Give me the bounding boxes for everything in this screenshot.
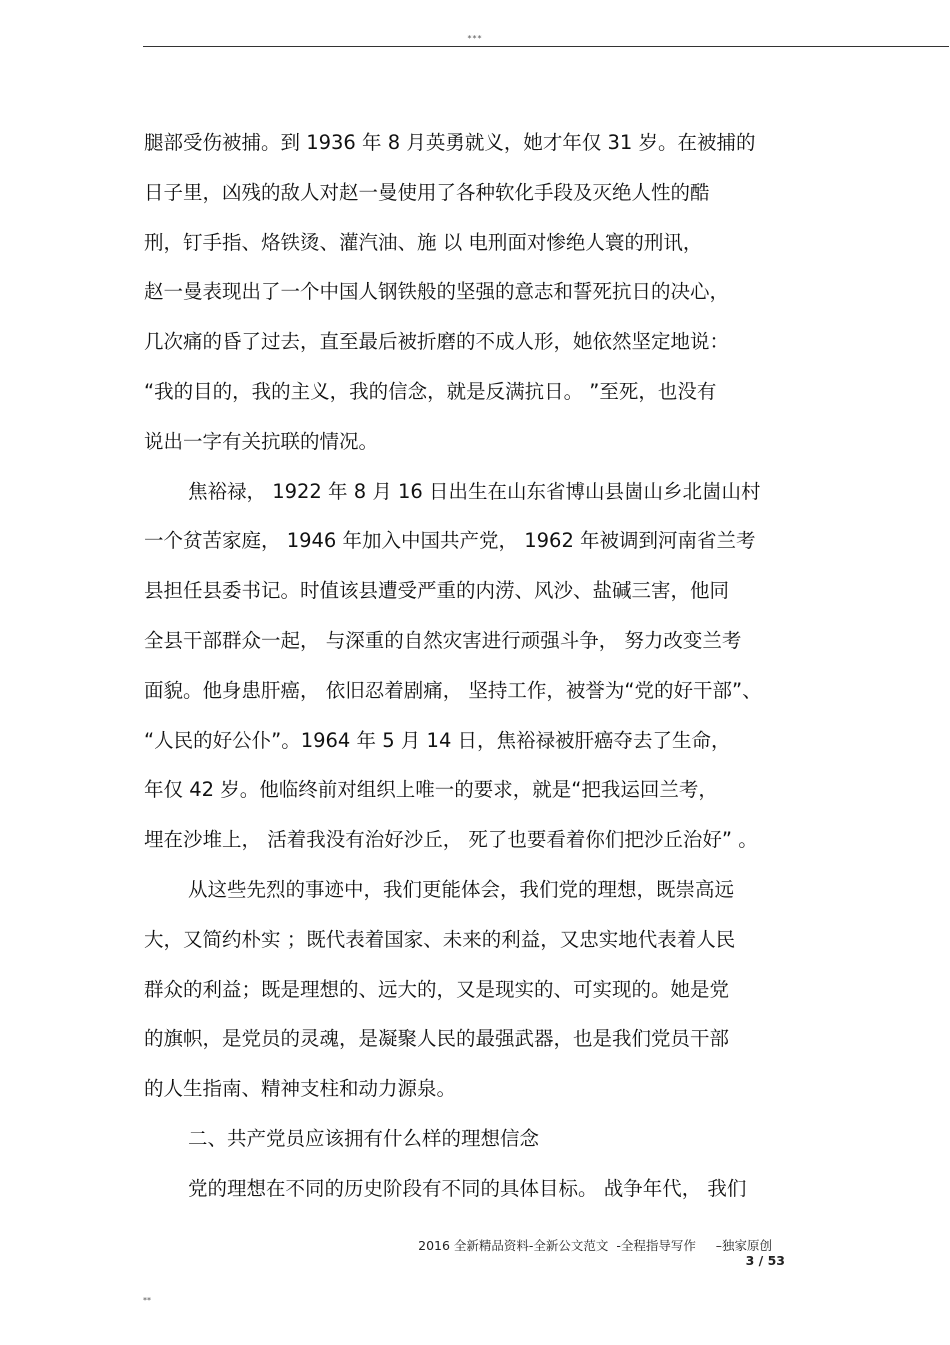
text-line: 刑，钉手指、烙铁烫、灌汽油、施 以 电刑面对惨绝人寰的刑讯，	[144, 230, 703, 254]
header-mark: ***	[467, 34, 483, 43]
header-rule	[143, 46, 949, 47]
text-line: 一个贫苦家庭， 1946 年加入中国共产党， 1962 年被调到河南省兰考	[144, 529, 756, 553]
text-line: 县担任县委书记。时值该县遭受严重的内涝、风沙、盐碱三害，他同	[144, 579, 730, 603]
text-line: 的旗帜，是党员的灵魂，是凝聚人民的最强武器，也是我们党员干部	[144, 1027, 730, 1051]
text-line: 二、共产党员应该拥有什么样的理想信念	[188, 1126, 540, 1150]
corner-mark: **	[143, 1296, 151, 1305]
text-line: 党的理想在不同的历史阶段有不同的具体目标。 战争年代， 我们	[188, 1176, 747, 1200]
text-line: 大，又简约朴实 ；既代表着国家、未来的利益，又忠实地代表着人民	[144, 927, 736, 951]
text-line: 全县干部群众一起， 与深重的自然灾害进行顽强斗争， 努力改变兰考	[144, 628, 742, 652]
text-line: 群众的利益；既是理想的、远大的，又是现实的、可实现的。她是党	[144, 977, 730, 1001]
page-number: 3 / 53	[745, 1253, 785, 1268]
text-line: 赵一曼表现出了一个中国人钢铁般的坚强的意志和誓死抗日的决心，	[144, 280, 730, 304]
text-line: 从这些先烈的事迹中，我们更能体会，我们党的理想，既崇高远	[188, 877, 735, 901]
text-line: 年仅 42 岁。他临终前对组织上唯一的要求，就是“把我运回兰考，	[144, 778, 718, 802]
text-line: 日子里，凶残的敌人对赵一曼使用了各种软化手段及灭绝人性的酷	[144, 180, 710, 204]
body-text	[144, 118, 814, 1214]
text-line: 焦裕禄， 1922 年 8 月 16 日出生在山东省博山县崮山乡北崮山村	[188, 479, 761, 503]
text-line: “我的目的，我的主义，我的信念，就是反满抗日。 ”至死，也没有	[144, 379, 717, 403]
footer-text: 2016 全新精品资料-全新公文范文 -全程指导写作 –独家原创	[418, 1238, 772, 1253]
text-line: 面貌。他身患肝癌， 依旧忍着剧痛， 坚持工作，被誉为“党的好干部”、	[144, 678, 762, 702]
text-line: “人民的好公仆”。1964 年 5 月 14 日，焦裕禄被肝癌夺去了生命，	[144, 728, 731, 752]
text-line: 的人生指南、精神支柱和动力源泉。	[144, 1077, 457, 1101]
text-line: 腿部受伤被捕。到 1936 年 8 月英勇就义，她才年仅 31 岁。在被捕的	[144, 131, 756, 154]
text-line: 埋在沙堆上， 活着我没有治好沙丘， 死了也要看着你们把沙丘治好” 。	[144, 828, 758, 852]
text-line: 几次痛的昏了过去，直至最后被折磨的不成人形，她依然坚定地说：	[144, 330, 730, 354]
text-line: 说出一字有关抗联的情况。	[144, 429, 379, 453]
